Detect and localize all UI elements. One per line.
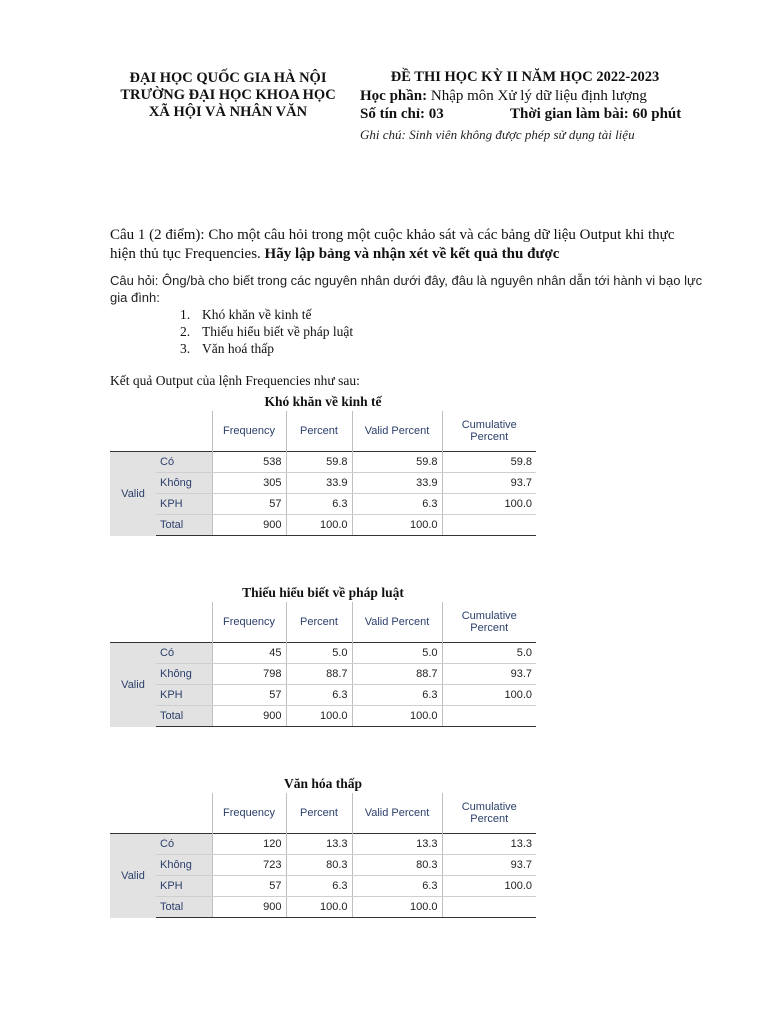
header-blank (110, 602, 156, 643)
table-row (110, 706, 536, 727)
table-row (110, 664, 536, 685)
table-header-row (110, 411, 536, 452)
option-number: 2. (180, 324, 191, 339)
cumulative-percent-cell: 5.0 (442, 643, 536, 664)
credits-line (360, 105, 690, 123)
frequency-table (110, 602, 536, 727)
survey-question: Câu hỏi: Ông/bà cho biết trong các nguyên nhân dưới đây, đâu là nguyên nhân dẫn tới hành vi bạo lực gia đình: (110, 273, 703, 305)
table-row (110, 473, 536, 494)
header-percent: Percent (286, 411, 352, 452)
option-number: 3. (180, 341, 191, 356)
frequency-cell: 538 (212, 452, 286, 473)
percent-cell: 100.0 (286, 897, 352, 918)
category-cell: Total (156, 706, 212, 727)
percent-cell: 6.3 (286, 494, 352, 515)
category-cell: KPH (156, 876, 212, 897)
frequency-table (110, 793, 536, 918)
header-cumulative-percent: Cumulative Percent (442, 602, 536, 643)
valid-percent-cell: 5.0 (352, 643, 442, 664)
frequency-table (110, 411, 536, 536)
cumulative-percent-cell: 100.0 (442, 876, 536, 897)
option-text: Văn hoá thấp (202, 341, 274, 356)
table-row (110, 494, 536, 515)
cumulative-percent-cell (442, 706, 536, 727)
cumulative-percent-cell: 59.8 (442, 452, 536, 473)
valid-percent-cell: 100.0 (352, 897, 442, 918)
header-cumulative-percent: Cumulative Percent (442, 411, 536, 452)
category-cell: Không (156, 855, 212, 876)
option-text: Thiếu hiểu biết về pháp luật (202, 324, 354, 339)
course-value: Nhập môn Xử lý dữ liệu định lượng (430, 88, 647, 104)
header-blank (110, 793, 156, 834)
header-blank (156, 602, 212, 643)
table-row (110, 876, 536, 897)
question-intro: Câu 1 (2 điểm): Cho một câu hỏi trong một cuộc khảo sát và các bảng dữ liệu Output khi thực hiện thủ tục Frequencies. (110, 227, 675, 262)
list-item (180, 340, 353, 357)
faculty-name-cont: XÃ HỘI VÀ NHÂN VĂN (148, 104, 308, 120)
valid-percent-cell: 6.3 (352, 494, 442, 515)
category-cell: Total (156, 897, 212, 918)
valid-label: Valid (110, 834, 156, 918)
header-frequency: Frequency (212, 411, 286, 452)
credits: Số tín chỉ: 03 (360, 106, 444, 122)
frequency-cell: 305 (212, 473, 286, 494)
category-cell: Có (156, 643, 212, 664)
valid-label: Valid (110, 643, 156, 727)
header-frequency: Frequency (212, 793, 286, 834)
table-row (110, 643, 536, 664)
course-label: Học phần: (360, 88, 428, 104)
valid-percent-cell: 59.8 (352, 452, 442, 473)
option-text: Khó khăn về kinh tế (202, 307, 312, 322)
percent-cell: 6.3 (286, 685, 352, 706)
cumulative-percent-cell: 100.0 (442, 494, 536, 515)
table-row (110, 452, 536, 473)
category-cell: Có (156, 452, 212, 473)
valid-percent-cell: 100.0 (352, 515, 442, 536)
header-blank (110, 411, 156, 452)
category-cell: KPH (156, 494, 212, 515)
table-row (110, 515, 536, 536)
cumulative-percent-cell (442, 897, 536, 918)
cumulative-percent-cell: 100.0 (442, 685, 536, 706)
header-valid-percent: Valid Percent (352, 602, 442, 643)
frequency-cell: 900 (212, 706, 286, 727)
table-row (110, 685, 536, 706)
table-title: Khó khăn về kinh tế (264, 394, 382, 409)
valid-percent-cell: 80.3 (352, 855, 442, 876)
university-name: ĐẠI HỌC QUỐC GIA HÀ NỘI (129, 70, 327, 86)
category-cell: Không (156, 473, 212, 494)
faculty-name: TRƯỜNG ĐẠI HỌC KHOA HỌC (120, 87, 336, 103)
frequency-cell: 900 (212, 515, 286, 536)
frequency-cell: 120 (212, 834, 286, 855)
list-item (180, 306, 353, 323)
table-row (110, 855, 536, 876)
header-percent: Percent (286, 793, 352, 834)
cumulative-percent-cell: 93.7 (442, 473, 536, 494)
category-cell: KPH (156, 685, 212, 706)
percent-cell: 88.7 (286, 664, 352, 685)
category-cell: Có (156, 834, 212, 855)
header-valid-percent: Valid Percent (352, 793, 442, 834)
exam-title: ĐỀ THI HỌC KỲ II NĂM HỌC 2022-2023 (390, 69, 660, 85)
percent-cell: 13.3 (286, 834, 352, 855)
cumulative-percent-cell: 13.3 (442, 834, 536, 855)
valid-percent-cell: 13.3 (352, 834, 442, 855)
university-header (108, 70, 348, 121)
valid-percent-cell: 6.3 (352, 876, 442, 897)
exam-header (360, 68, 690, 143)
percent-cell: 80.3 (286, 855, 352, 876)
percent-cell: 33.9 (286, 473, 352, 494)
valid-percent-cell: 88.7 (352, 664, 442, 685)
frequency-cell: 900 (212, 897, 286, 918)
frequency-cell: 45 (212, 643, 286, 664)
header-frequency: Frequency (212, 602, 286, 643)
frequency-cell: 57 (212, 876, 286, 897)
header-blank (156, 411, 212, 452)
header-blank (156, 793, 212, 834)
table-header-row (110, 793, 536, 834)
valid-percent-cell: 100.0 (352, 706, 442, 727)
percent-cell: 59.8 (286, 452, 352, 473)
percent-cell: 5.0 (286, 643, 352, 664)
answer-options (180, 306, 353, 357)
frequency-cell: 57 (212, 494, 286, 515)
header-valid-percent: Valid Percent (352, 411, 442, 452)
frequency-cell: 723 (212, 855, 286, 876)
cumulative-percent-cell: 93.7 (442, 664, 536, 685)
table-row (110, 897, 536, 918)
cumulative-percent-cell: 93.7 (442, 855, 536, 876)
valid-percent-cell: 33.9 (352, 473, 442, 494)
valid-label: Valid (110, 452, 156, 536)
category-cell: Total (156, 515, 212, 536)
valid-percent-cell: 6.3 (352, 685, 442, 706)
cumulative-percent-cell (442, 515, 536, 536)
table-title: Thiếu hiểu biết về pháp luật (242, 585, 404, 600)
percent-cell: 100.0 (286, 706, 352, 727)
frequency-cell: 798 (212, 664, 286, 685)
question-task: Hãy lập bảng và nhận xét về kết quả thu được (264, 246, 560, 262)
option-number: 1. (180, 307, 191, 322)
table-row (110, 834, 536, 855)
question-1 (110, 226, 700, 264)
category-cell: Không (156, 664, 212, 685)
course-line (360, 87, 690, 105)
exam-note: Ghi chú: Sinh viên không được phép sử dụng tài liệu (360, 127, 635, 142)
list-item (180, 323, 353, 340)
result-intro: Kết quả Output của lệnh Frequencies như sau: (110, 373, 360, 388)
frequency-cell: 57 (212, 685, 286, 706)
percent-cell: 100.0 (286, 515, 352, 536)
percent-cell: 6.3 (286, 876, 352, 897)
header-cumulative-percent: Cumulative Percent (442, 793, 536, 834)
header-percent: Percent (286, 602, 352, 643)
table-title: Văn hóa thấp (283, 776, 363, 791)
table-header-row (110, 602, 536, 643)
duration: Thời gian làm bài: 60 phút (510, 106, 682, 122)
